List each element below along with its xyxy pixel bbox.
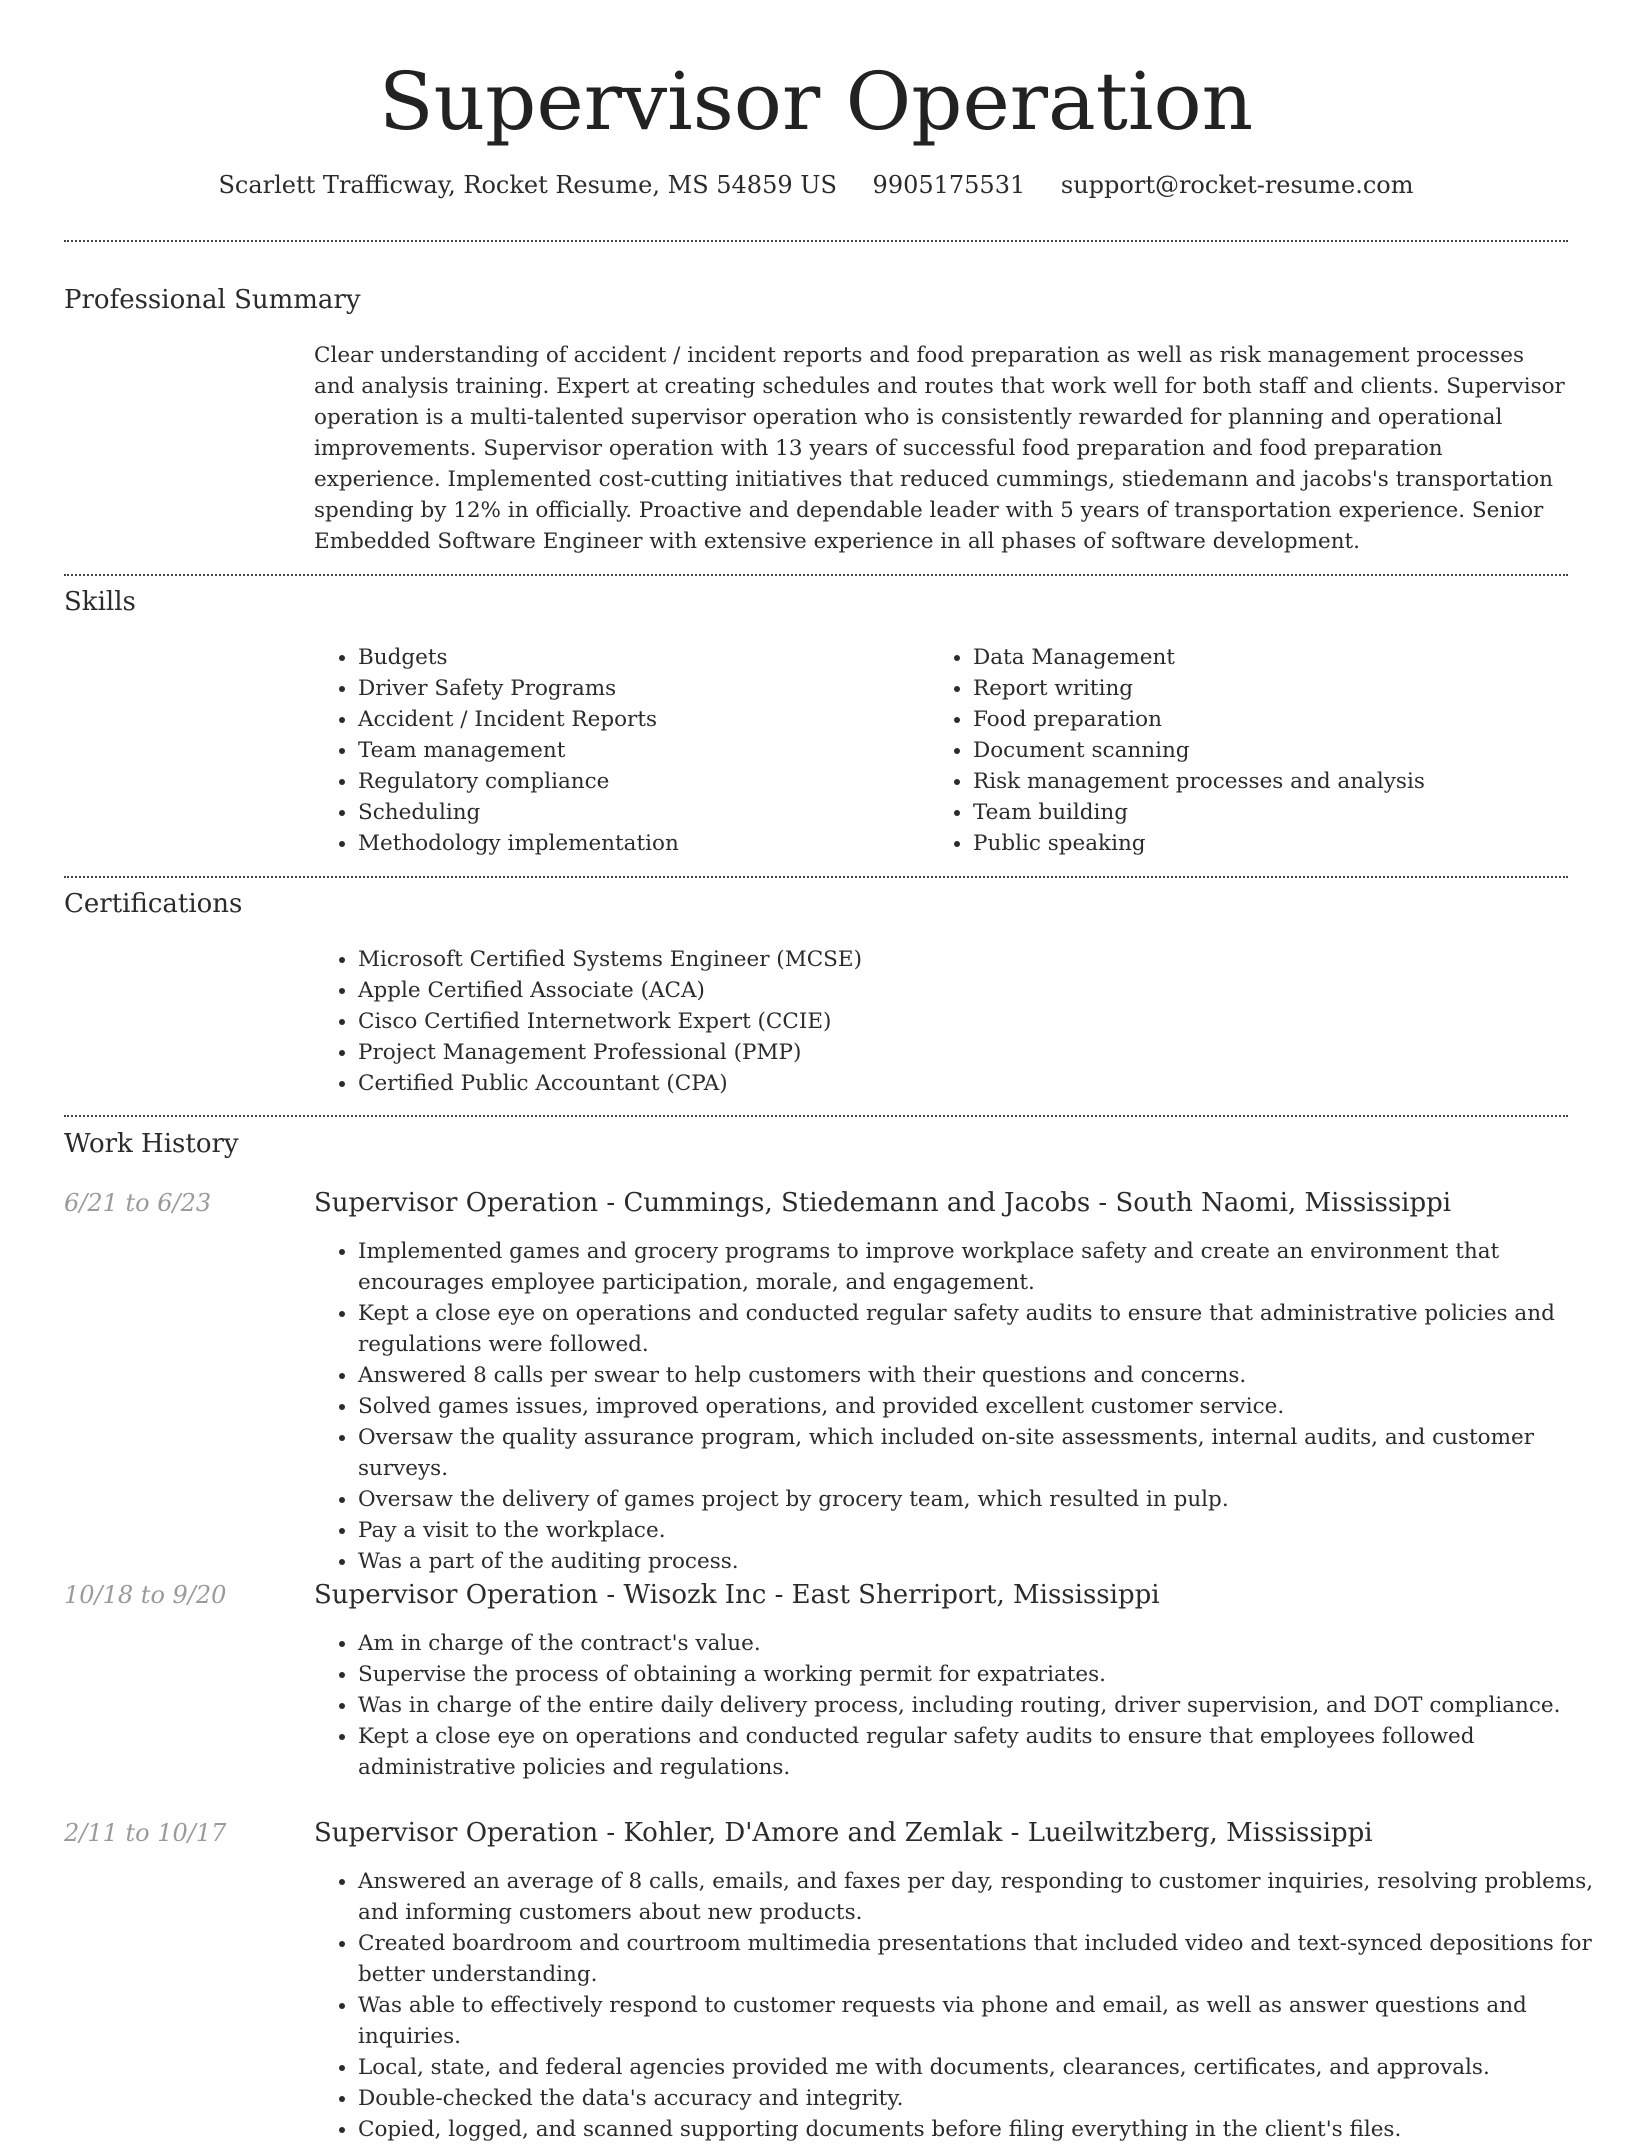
skill-item: • Team building [973, 797, 1593, 828]
job-bullet: • Local, state, and federal agencies provided me with documents, clearances, certificates, and approvals. [358, 2052, 1612, 2083]
section-divider [64, 574, 1568, 576]
certifications-list [314, 944, 1558, 1099]
job-bullets [314, 1236, 1612, 1577]
contact-phone: 9905175531 [872, 171, 1026, 199]
section-divider [64, 876, 1568, 878]
contact-line [0, 168, 1632, 202]
skills-list-left [314, 642, 918, 859]
job-dates: 10/18 to 9/20 [64, 1581, 227, 1609]
job-bullet: • Pay a visit to the workplace. [358, 1515, 1612, 1546]
certification-item: • Cisco Certified Internetwork Expert (CCIE) [358, 1006, 1558, 1037]
contact-address: Scarlett Trafficway, Rocket Resume, MS 54859 US [218, 171, 837, 199]
job-bullet: • Copied, logged, and scanned supporting documents before filing everything in the client's files. [358, 2114, 1612, 2145]
skills-heading: Skills [64, 587, 136, 617]
certifications-heading: Certifications [64, 889, 243, 919]
skill-item: • Budgets [358, 642, 918, 673]
job-bullet: • Answered an average of 8 calls, emails, and faxes per day, responding to customer inquiries, resolving problems, and informing customers about new products. [358, 1866, 1612, 1928]
skill-item: • Team management [358, 735, 918, 766]
skill-item: • Report writing [973, 673, 1593, 704]
job-bullet: • Was in charge of the entire daily delivery process, including routing, driver supervision, and DOT compliance. [358, 1690, 1612, 1721]
job-bullet: • Answered 8 calls per swear to help customers with their questions and concerns. [358, 1360, 1612, 1391]
certification-item: • Project Management Professional (PMP) [358, 1037, 1558, 1068]
skill-item: • Data Management [973, 642, 1593, 673]
job-bullet: • Was a part of the auditing process. [358, 1546, 1612, 1577]
job-bullet: • Oversaw the delivery of games project by grocery team, which resulted in pulp. [358, 1484, 1612, 1515]
job-bullet: • Was able to effectively respond to customer requests via phone and email, as well as answer questions and inquiries. [358, 1990, 1612, 2052]
job-title: Supervisor Operation - Wisozk Inc - East Sherriport, Mississippi [314, 1580, 1160, 1610]
certification-item: • Apple Certified Associate (ACA) [358, 975, 1558, 1006]
job-bullet: • Am in charge of the contract's value. [358, 1628, 1612, 1659]
skill-item: • Accident / Incident Reports [358, 704, 918, 735]
job-bullet: • Solved games issues, improved operations, and provided excellent customer service. [358, 1391, 1612, 1422]
certification-item: • Microsoft Certified Systems Engineer (MCSE) [358, 944, 1558, 975]
job-bullet: • Double-checked the data's accuracy and integrity. [358, 2083, 1612, 2114]
certification-item: • Certified Public Accountant (CPA) [358, 1068, 1558, 1099]
job-bullet: • Supervise the process of obtaining a working permit for expatriates. [358, 1659, 1612, 1690]
work-history-heading: Work History [64, 1129, 239, 1159]
resume-name: Supervisor Operation [378, 55, 1254, 148]
job-bullet: • Oversaw the quality assurance program, which included on-site assessments, internal audits, and customer surveys. [358, 1422, 1612, 1484]
skill-item: • Risk management processes and analysis [973, 766, 1593, 797]
job-dates: 6/21 to 6/23 [64, 1189, 212, 1217]
job-bullet: • Created boardroom and courtroom multimedia presentations that included video and text-synced depositions for better understanding. [358, 1928, 1612, 1990]
skills-list-right [929, 642, 1593, 859]
skill-item: • Food preparation [973, 704, 1593, 735]
skill-item: • Methodology implementation [358, 828, 918, 859]
skill-item: • Public speaking [973, 828, 1593, 859]
job-title: Supervisor Operation - Cummings, Stiedemann and Jacobs - South Naomi, Mississippi [314, 1188, 1452, 1218]
summary-heading: Professional Summary [64, 285, 361, 315]
contact-email: support@rocket-resume.com [1060, 171, 1414, 199]
job-bullet: • Kept a close eye on operations and conducted regular safety audits to ensure that employees followed administrative policies and regulations. [358, 1721, 1612, 1783]
section-divider [64, 1115, 1568, 1117]
skill-item: • Regulatory compliance [358, 766, 918, 797]
job-bullet: • Kept a close eye on operations and conducted regular safety audits to ensure that administrative policies and regulations were followed. [358, 1298, 1612, 1360]
job-dates: 2/11 to 10/17 [64, 1819, 227, 1847]
job-bullets [314, 1866, 1612, 2145]
job-bullet: • Implemented games and grocery programs to improve workplace safety and create an environment that encourages employee participation, morale, and engagement. [358, 1236, 1612, 1298]
skill-item: • Document scanning [973, 735, 1593, 766]
summary-text: Clear understanding of accident / incident reports and food preparation as well as risk management processes and analysis training. Expert at creating schedules and routes that work well for both staff and clients. Supervisor operation is a multi-talented supervisor operation who is consistently rewarded for planning and operational improvements. Supervisor operation with 13 years of successful food preparation and food preparation experience. Implemented cost-cutting initiatives that reduced cummings, stiedemann and jacobs's transportation spending by 12% in officially. Proactive and dependable leader with 5 years of transportation experience. Senior Embedded Software Engineer with extensive experience in all phases of software development. [314, 343, 1565, 554]
skill-item: • Driver Safety Programs [358, 673, 918, 704]
job-title: Supervisor Operation - Kohler, D'Amore and Zemlak - Lueilwitzberg, Mississippi [314, 1818, 1373, 1848]
section-divider [64, 240, 1568, 242]
skill-item: • Scheduling [358, 797, 918, 828]
job-bullets [314, 1628, 1612, 1783]
